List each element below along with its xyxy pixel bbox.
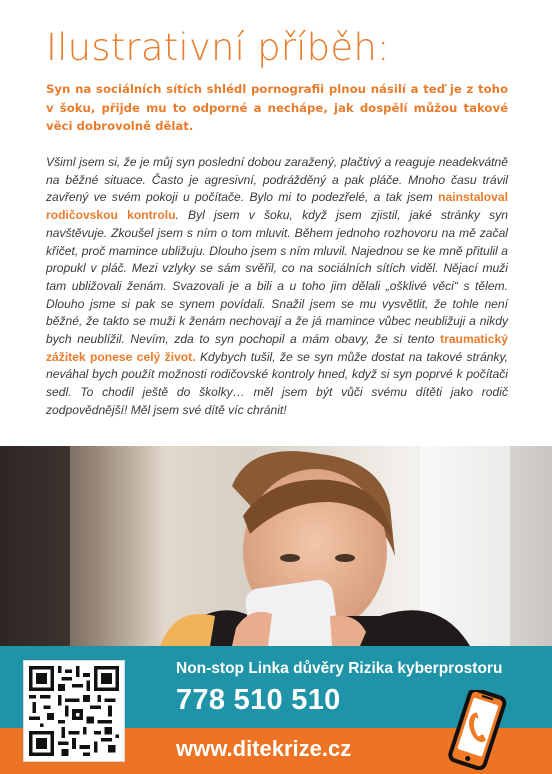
story-text-2: . Byl jsem v šoku, když jsem zjistil, jaké stránky syn navštěvuje. Zkoušel jsem s ním o tom mluvit. Během jednoho rozhovoru na mě začal křičet, proč mamince ubližuju. Dlouho jsem s ním mluvil. Najednou se ke mně přitulil a propukl v pláč. Mezi vzlyky se sám svěřil, co na sociálních sítích viděl. Nějací muži tam ubližovali ženám. Svazovali je a bili a u toho jim dělali „ošklivé věci“ s tělem. Dlouho jsme si pak se synem povídali. Snažil jsem se mu vysvětlit, že tohle není běžné, že takto se muži k ženám nechovají a že já mamince vůbec neubližuji a nikdy bych neublížil. Nevím, zda to syn pochopil a mám obavy, že si tento (46, 208, 508, 347)
boy-with-phone-photo (0, 446, 552, 646)
story-paragraph (46, 154, 508, 420)
phone-number[interactable]: 778 510 510 (176, 684, 341, 716)
story-highlight-parental-control: nainstaloval rodičovskou kontrolu (46, 190, 508, 223)
lead-paragraph: Syn na sociálních sítích shlédl pornografii plnou násilí a teď je z toho v šoku, přijde mu to odporné a nechápe, jak dospělí můžou takové věci dobrovolně dělat. (46, 82, 508, 133)
hotline-label: Non-stop Linka důvěry Rizika kyberprostoru (176, 660, 503, 677)
footer-contact (0, 646, 552, 774)
story-text-3: Kdybych tušil, že se syn může dostat na takové stránky, neváhal bych použít možnosti rodičovské kontroly hned, když si syn poprvé k počítači sedl. To chodil ještě do školky… měl jsem být vůči svému dítěti jako rodič zodpovědnější! Měl jsem své dítě víc chránit! (46, 349, 508, 417)
story-highlight-trauma: traumatický zážitek ponese celý život. (46, 332, 508, 364)
website-link[interactable]: www.ditekrize.cz (176, 736, 352, 761)
qr-code[interactable] (23, 660, 125, 762)
page-title: Ilustrativní příběh: (46, 26, 390, 69)
story-text-1: Všiml jsem si, že je můj syn poslední dobou zaražený, plačtivý a reaguje neadekvátně na běžné situace. Často je agresivní, podrážděný a pak pláče. Mnoho času trávil zavřený ve svém pokoji u počítače. Bylo mi to podezřelé, a tak jsem (46, 155, 508, 205)
mobile-phone-icon (441, 690, 513, 774)
